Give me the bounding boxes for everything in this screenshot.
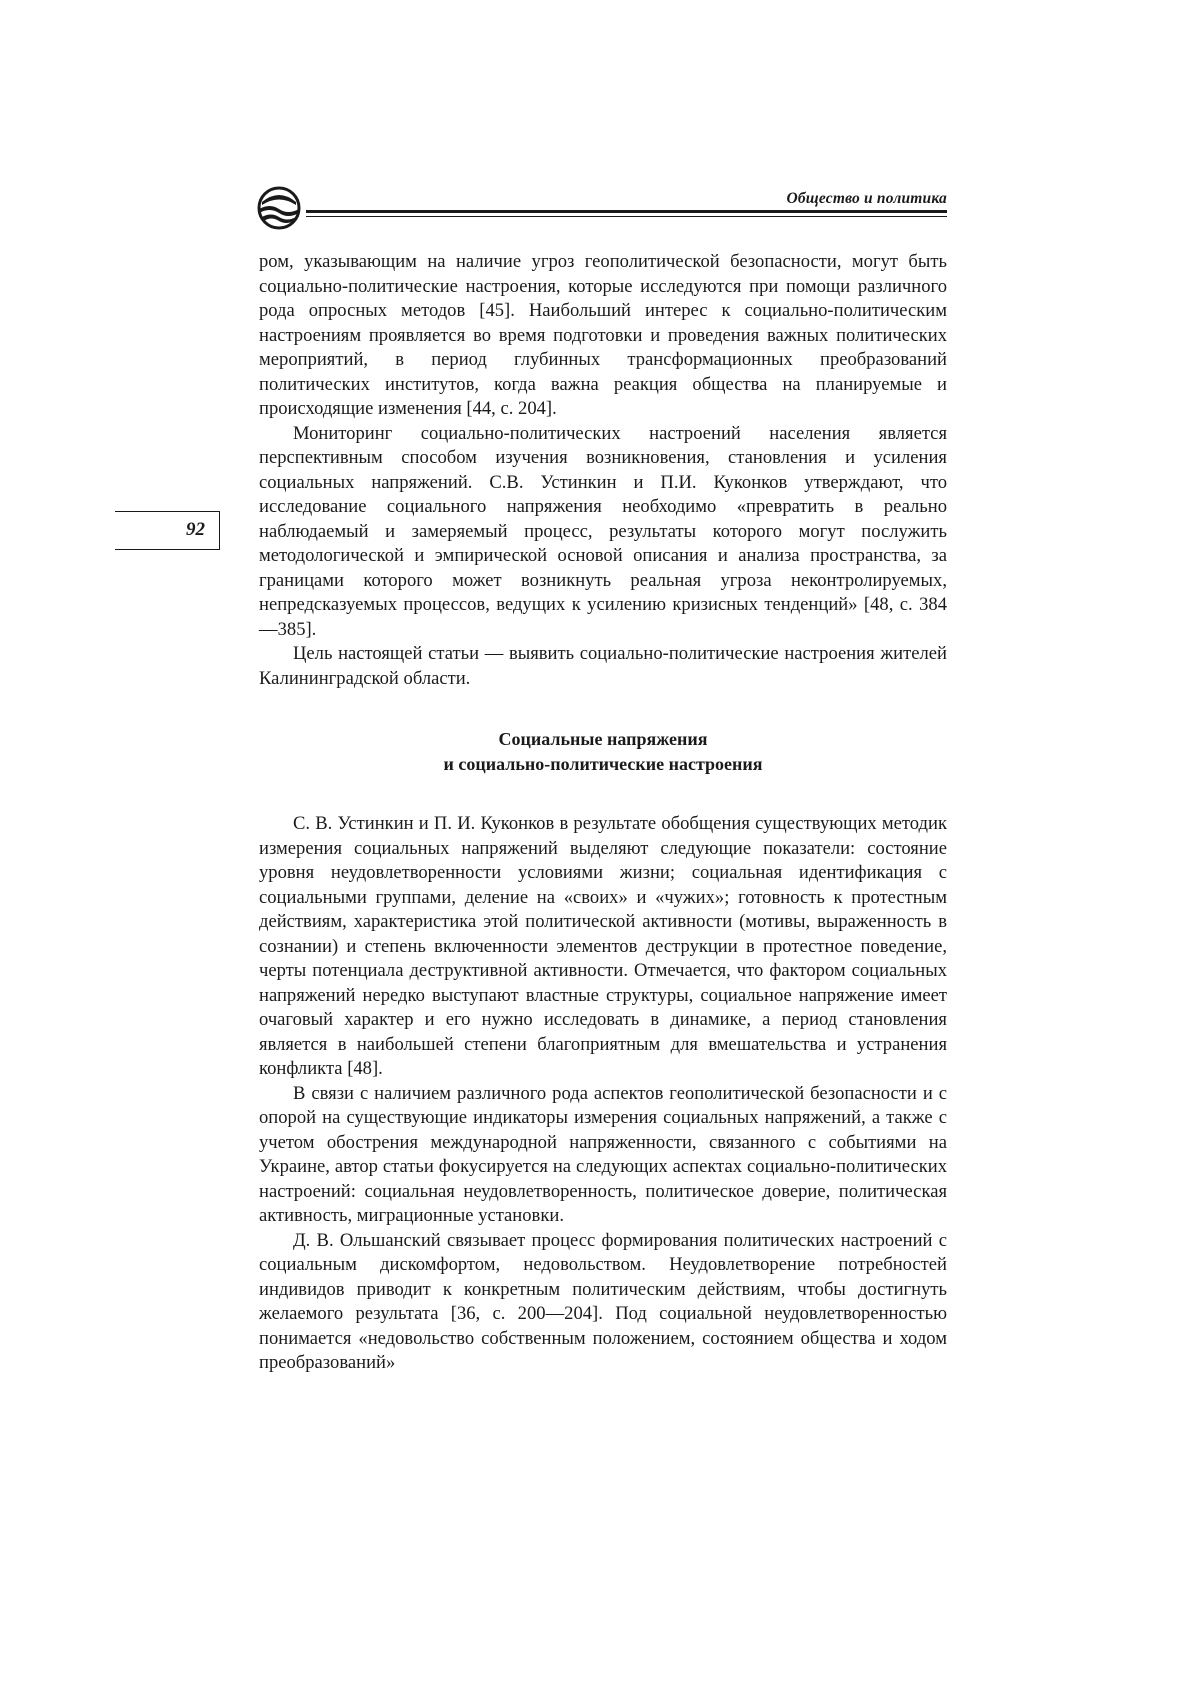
- paragraph-6: Д. В. Ольшанский связывает процесс формирования политических настроений с социальным дискомфортом, недовольством. Неудовлетворение потребностей индивидов приводит к конкретным политическим действиям, чтобы достигнуть желаемого результата [36, с. 200—204]. Под социальной неудовлетворенностью понимается «недовольство собственным положением, состоянием общества и ходом преобразований»: [259, 1229, 947, 1373]
- journal-section-title: Общество и политика: [786, 190, 947, 207]
- page-number-box: [115, 511, 220, 550]
- paragraph-3: Цель настоящей статьи — выявить социально-политические настроения жителей Калининградской области.: [259, 643, 947, 689]
- section-heading-line-2: и социально-политические настроения: [443, 753, 763, 774]
- paragraph-5: В связи с наличием различного рода аспектов геополитической безопасности и с опорой на существующие индикаторы измерения социальных напряжений, а также с учетом обострения международной напряженности, связанного с событиями на Украине, автор статьи фокусируется на следующих аспектах социально-политических настроений: социальная неудовлетворенность, политическое доверие, политическая активность, миграционные установки.: [259, 1082, 947, 1226]
- paragraph-1: ром, указывающим на наличие угроз геополитической безопасности, могут быть социально-политические настроения, которые исследуются при помощи различного рода опросных методов [45]. Наибольший интерес к социально-политическим настроениям проявляется во время подготовки и проведения важных политических мероприятий, в период глубинных трансформационных преобразований политических институтов, когда важна реакция общества на планируемые и происходящие изменения [44, с. 204].: [259, 251, 947, 419]
- running-header: [256, 186, 947, 228]
- header-rule-thick: [306, 210, 947, 213]
- section-heading-line-1: Социальные напряжения: [498, 729, 708, 749]
- section-heading: [259, 727, 947, 776]
- header-rule-thin: [306, 216, 947, 217]
- journal-logo-icon: [256, 186, 302, 230]
- article-body: [259, 250, 947, 1376]
- paragraph-4: С. В. Устинкин и П. И. Куконков в результате обобщения существующих методик измерения социальных напряжений выделяют следующие показатели: состояние уровня неудовлетворенности условиями жизни; социальная идентификация с социальными группами, деление на «своих» и «чужих»; готовность к протестным действиям, характеристика этой политической активности (мотивы, выраженность в сознании) и степень включенности элементов деструкции в протестное поведение, черты потенциала деструктивной активности. Отмечается, что фактором социальных напряжений нередко выступают властные структуры, социальное напряжение имеет очаговый характер и его нужно исследовать в динамике, а период становления является в наибольшей степени благоприятным для вмешательства и устранения конфликта [48].: [259, 813, 947, 1079]
- page-number: 92: [186, 519, 205, 540]
- paragraph-2: Мониторинг социально-политических настроений населения является перспективным способом изучения возникновения, становления и усиления социальных напряжений. С.В. Устинкин и П.И. Куконков утверждают, что исследование социального напряжения необходимо «превратить в реально наблюдаемый и замеряемый процесс, результаты которого могут послужить методологической и эмпирической основой описания и анализа пространства, за границами которого может возникнуть реальная угроза неконтролируемых, непредсказуемых процессов, ведущих к усилению кризисных тенденций» [48, с. 384—385].: [259, 422, 947, 640]
